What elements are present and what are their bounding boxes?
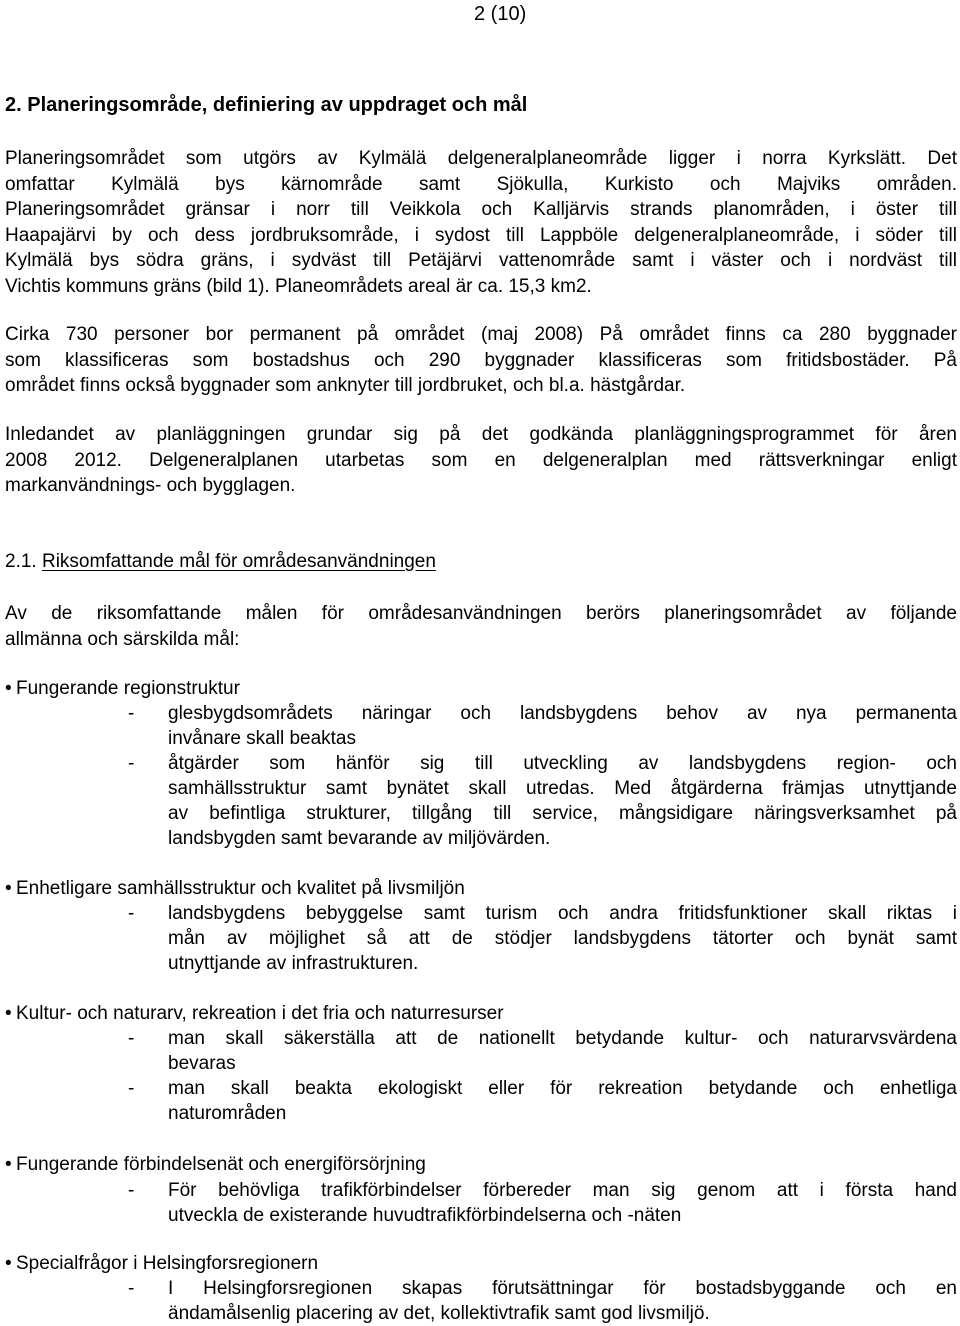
goal-title-text: Specialfrågor i Helsingforsregionern [16,1253,319,1274]
paragraph-line: omfattar Kylmälä bys kärnområde samt Sjökulla, Kurkisto och Majviks områden. [5,173,957,195]
subsection-heading [5,549,436,574]
goal-item-text [168,901,957,976]
section-heading: 2. Planeringsområde, definiering av uppdraget och mål [5,94,528,116]
paragraph-line: Inledandet av planläggningen grundar sig på det godkända planläggningsprogrammet för åren [5,424,957,445]
goal-item-text [168,1076,957,1126]
goal-title-text: Kultur- och naturarv, rekreation i det fria och naturresurser [16,1003,504,1024]
goal-item-line: landsbygden samt bevarande av miljövärden. [168,828,551,849]
goal-item-line: bevaras [168,1053,236,1074]
goal-item-line: av befintliga strukturer, tillgång till service, mångsidigare näringsverksamhet på [168,803,957,824]
goal-title-text: Enhetligare samhällsstruktur och kvalitet på livsmiljön [16,878,465,899]
bullet-icon: • [5,1003,12,1024]
goal-item-text [168,1178,957,1228]
goal-item-line: mån av möjlighet så att de stödjer landsbygdens tätorter och bynät samt [168,928,957,949]
goal-title [5,1152,426,1177]
dash-icon: - [128,1278,135,1299]
goal-item-text [168,1276,957,1326]
goal-item-line: glesbygdsområdets näringar och landsbygdens behov av nya permanenta [168,703,957,724]
dash-icon: - [128,703,135,724]
goal-item-text [168,751,957,851]
paragraph-line: Av de riksomfattande målen för områdesanvändningen berörs planeringsområdet av följande [5,603,957,624]
goal-item-line: man skall säkerställa att de nationellt betydande kultur- och naturarvsvärdena [168,1028,957,1049]
goal-item-line: åtgärder som hänför sig till utveckling av landsbygdens region- och [168,753,957,774]
paragraph-line: Haapajärvi by och dess jordbruksområde, i sydost till Lappböle delgeneralplaneområde, i söder till [5,224,957,246]
subsection-title: Riksomfattande mål för områdesanvändningen [41,551,436,572]
dash-icon: - [128,903,135,924]
dash-icon: - [128,1078,135,1099]
paragraph-line: Planeringsområdet gränsar i norr till Veikkola och Kalljärvis strands planområden, i öster till [5,199,957,220]
paragraph-line: markanvändnings- och bygglagen. [5,475,296,496]
paragraph-line: 2008 2012. Delgeneralplanen utarbetas som en delgeneralplan med rättsverkningar enligt [5,449,957,471]
page-number: 2 (10) [474,3,527,25]
goal-title [5,876,465,901]
paragraph-line: området finns också byggnader som anknyter till jordbruket, och bl.a. hästgårdar. [5,375,686,396]
dash-icon: - [128,1180,135,1201]
bullet-icon: • [5,678,12,699]
goal-item-text [168,701,957,751]
goal-item-line: invånare skall beaktas [168,728,356,749]
paragraph-population [5,322,957,399]
paragraph-intro [5,601,957,652]
paragraph-line: som klassificeras som bostadshus och 290 byggnader klassificeras som fritidsbostäder. På [5,349,957,371]
paragraph-line: allmänna och särskilda mål: [5,628,240,650]
bullet-icon: • [5,1154,12,1175]
goal-item-line: I Helsingforsregionen skapas förutsättningar för bostadsbyggande och en [168,1278,957,1299]
paragraph-line: Cirka 730 personer bor permanent på området (maj 2008) På området finns ca 280 byggnader [5,324,957,345]
paragraph-planning-start [5,422,957,499]
goal-item-line: För behövliga trafikförbindelser förbereder man sig genom att i första hand [168,1180,957,1201]
paragraph-line: Kylmälä bys södra gräns, i sydväst till Petäjärvi vattenområde samt i väster och i nordväst till [5,250,957,271]
goal-item-line: samhällsstruktur samt bynätet skall utredas. Med åtgärderna främjas utnyttjande [168,778,957,799]
goal-title-text: Fungerande förbindelsenät och energiförsörjning [16,1154,426,1175]
goal-title [5,676,240,701]
goal-item-line: naturområden [168,1103,287,1124]
goal-title-text: Fungerande regionstruktur [16,678,240,699]
goal-title [5,1001,504,1026]
paragraph-line: Vichtis kommuns gräns (bild 1). Planeområdets areal är ca. 15,3 km2. [5,275,592,297]
dash-icon: - [128,1028,135,1049]
subsection-number: 2.1. [5,551,37,572]
goal-item-line: man skall beakta ekologiskt eller för rekreation betydande och enhetliga [168,1078,957,1099]
goal-item-line: landsbygdens bebyggelse samt turism och andra fritidsfunktioner skall riktas i [168,903,957,924]
paragraph-planning-area [5,146,957,299]
dash-icon: - [128,753,135,774]
goal-item-text [168,1026,957,1076]
goal-item-line: utnyttjande av infrastrukturen. [168,953,419,974]
paragraph-line: Planeringsområdet som utgörs av Kylmälä delgeneralplaneområde ligger i norra Kyrkslätt. Det [5,148,957,169]
goal-item-line: ändamålsenlig placering av det, kollektivtrafik samt god livsmiljö. [168,1303,710,1324]
goal-title [5,1251,318,1276]
goal-item-line: utveckla de existerande huvudtrafikförbindelserna och -näten [168,1205,682,1226]
bullet-icon: • [5,1253,12,1274]
bullet-icon: • [5,878,12,899]
